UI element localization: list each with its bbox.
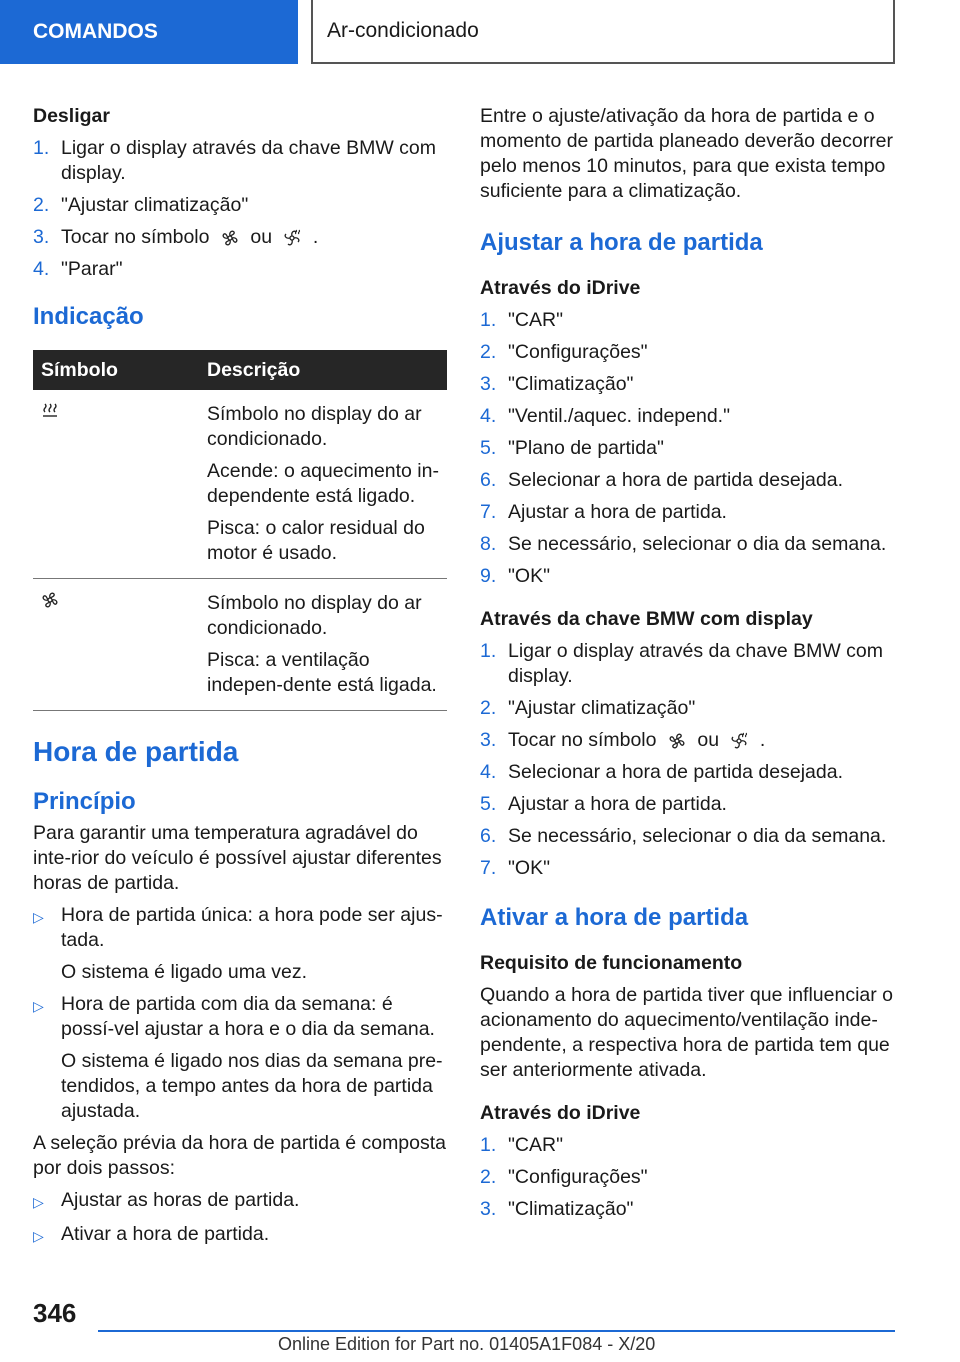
step-number: 3. bbox=[33, 226, 50, 248]
fan-heat-icon bbox=[730, 732, 748, 750]
fan-icon bbox=[668, 732, 686, 750]
step-number: 1. bbox=[480, 640, 497, 662]
list-item bbox=[480, 639, 900, 689]
step-text: "Plano de partida" bbox=[508, 437, 664, 459]
list-item bbox=[33, 903, 447, 953]
step-text: Se necessário, selecionar o dia da semana. bbox=[508, 825, 887, 847]
step-number: 3. bbox=[480, 1198, 497, 1220]
list-item bbox=[33, 1188, 447, 1215]
list-item bbox=[480, 696, 900, 721]
fan-icon bbox=[41, 591, 59, 609]
step-text: "CAR" bbox=[508, 1134, 564, 1156]
step-number: 1. bbox=[33, 137, 50, 159]
step-number: 6. bbox=[480, 469, 497, 491]
table-cell-description bbox=[199, 579, 447, 711]
step-text-part: Tocar no símbolo bbox=[61, 226, 210, 248]
table-header-row bbox=[33, 350, 447, 390]
right-intro: Entre o ajuste/ativação da hora de partida e o momento de partida planeado deverão decorrer pelo menos 10 minutos, para que exista tempo suficiente para a climatização. bbox=[480, 105, 894, 202]
list-item bbox=[480, 404, 900, 429]
footer-divider bbox=[98, 1330, 895, 1332]
step-number: 7. bbox=[480, 501, 497, 523]
step-number: 6. bbox=[480, 825, 497, 847]
step-number: 2. bbox=[33, 194, 50, 216]
list-item bbox=[480, 1133, 900, 1158]
step-text: "Ventil./aquec. independ." bbox=[508, 405, 731, 427]
list-item bbox=[480, 824, 900, 849]
step-text: Se necessário, selecionar o dia da semana. bbox=[508, 533, 887, 555]
desligar-heading: Desligar bbox=[33, 105, 110, 127]
heater-icon bbox=[41, 402, 59, 420]
table-cell-description bbox=[199, 390, 447, 579]
list-item bbox=[33, 225, 447, 250]
table-cell-symbol bbox=[33, 579, 199, 711]
step-text: "CAR" bbox=[508, 309, 564, 331]
bullet-triangle-icon: ▷ bbox=[33, 1228, 44, 1244]
step-number: 4. bbox=[480, 405, 497, 427]
indicacao-heading: Indicação bbox=[33, 303, 144, 330]
key-heading: Através da chave BMW com display bbox=[480, 608, 813, 630]
step-number: 8. bbox=[480, 533, 497, 555]
step-text: "OK" bbox=[508, 565, 551, 587]
req-heading: Requisito de funcionamento bbox=[480, 952, 743, 974]
list-item bbox=[480, 760, 900, 785]
step-text: "Climatização" bbox=[508, 373, 634, 395]
table-cell-symbol bbox=[33, 390, 199, 579]
hora-heading: Hora de partida bbox=[33, 736, 239, 767]
symbol-table bbox=[33, 350, 447, 711]
step-text-part: ou bbox=[250, 226, 273, 248]
principio-heading: Princípio bbox=[33, 788, 136, 815]
hora-intro: Para garantir uma temperatura agradável do inte-rior do veículo é possível ajustar diferentes horas de partida. bbox=[33, 822, 442, 894]
step-number: 1. bbox=[480, 309, 497, 331]
step-number: 9. bbox=[480, 565, 497, 587]
step-text: "Ajustar climatização" bbox=[508, 697, 696, 719]
bullet-note: O sistema é ligado nos dias da semana pre-tendidos, a tempo antes da hora de partida ajustada. bbox=[61, 1050, 443, 1122]
step-number: 5. bbox=[480, 793, 497, 815]
step-text: "Climatização" bbox=[508, 1198, 634, 1220]
left-column bbox=[33, 100, 447, 1249]
list-item bbox=[480, 340, 900, 365]
step-text: Ajustar a hora de partida. bbox=[508, 793, 727, 815]
step-text: Selecionar a hora de partida desejada. bbox=[508, 469, 843, 491]
passos-intro: A seleção prévia da hora de partida é composta por dois passos: bbox=[33, 1132, 447, 1179]
list-item bbox=[480, 1165, 900, 1190]
bullet-triangle-icon: ▷ bbox=[33, 1194, 44, 1210]
idrive-heading: Através do iDrive bbox=[480, 277, 641, 299]
list-item bbox=[480, 856, 900, 881]
step-number: 3. bbox=[480, 729, 497, 751]
list-item bbox=[480, 532, 900, 557]
description-line: Símbolo no display do ar condicionado. bbox=[207, 403, 422, 450]
list-item bbox=[33, 257, 447, 282]
bullet-triangle-icon: ▷ bbox=[33, 998, 44, 1014]
description-line: Símbolo no display do ar condicionado. bbox=[207, 592, 422, 639]
step-text: "Parar" bbox=[61, 258, 123, 280]
step-number: 7. bbox=[480, 857, 497, 879]
list-item bbox=[480, 500, 900, 525]
step-number: 4. bbox=[480, 761, 497, 783]
req-text: Quando a hora de partida tiver que influenciar o acionamento do aquecimento/ventilação inde-pendente, a respectiva hora de partida tem que ser anteriormente ativada. bbox=[480, 984, 894, 1081]
footer-edition: Online Edition for Part no. 01405A1F084 - X/20 bbox=[278, 1334, 656, 1354]
step-text-part: . bbox=[759, 729, 766, 751]
ativar-heading: Ativar a hora de partida bbox=[480, 904, 749, 931]
step-text: Ajustar a hora de partida. bbox=[508, 501, 727, 523]
bullet-text: Hora de partida com dia da semana: é possí-vel ajustar a hora e o dia da semana. bbox=[61, 993, 435, 1040]
list-item bbox=[33, 136, 447, 186]
list-item bbox=[480, 1197, 900, 1222]
table-header-description: Descrição bbox=[199, 350, 447, 390]
description-line: Pisca: a ventilação indepen-dente está ligada. bbox=[207, 649, 437, 696]
list-item bbox=[33, 193, 447, 218]
ativar-idrive-heading: Através do iDrive bbox=[480, 1102, 641, 1124]
list-item bbox=[480, 564, 900, 589]
chapter-title-text: Ar-condicionado bbox=[327, 19, 479, 42]
step-text: "Ajustar climatização" bbox=[61, 194, 249, 216]
step-text: "OK" bbox=[508, 857, 551, 879]
step-text-part: Tocar no símbolo bbox=[508, 729, 657, 751]
step-number: 1. bbox=[480, 1134, 497, 1156]
step-number: 2. bbox=[480, 697, 497, 719]
description-line: Acende: o aquecimento in-dependente está ligado. bbox=[207, 460, 439, 507]
description-line: Pisca: o calor residual do motor é usado. bbox=[207, 517, 425, 564]
list-item bbox=[33, 992, 447, 1042]
step-text: "Configurações" bbox=[508, 1166, 648, 1188]
bullet-note: O sistema é ligado uma vez. bbox=[61, 961, 308, 983]
table-header-symbol: Símbolo bbox=[33, 350, 199, 390]
step-text: Ligar o display através da chave BMW com display. bbox=[61, 137, 436, 184]
step-text: Selecionar a hora de partida desejada. bbox=[508, 761, 843, 783]
step-number: 5. bbox=[480, 437, 497, 459]
bullet-triangle-icon: ▷ bbox=[33, 909, 44, 925]
step-number: 4. bbox=[33, 258, 50, 280]
ajustar-heading: Ajustar a hora de partida bbox=[480, 229, 763, 256]
step-number: 2. bbox=[480, 341, 497, 363]
step-number: 2. bbox=[480, 1166, 497, 1188]
list-item bbox=[480, 308, 900, 333]
step-text-part: ou bbox=[697, 729, 720, 751]
step-text: "Configurações" bbox=[508, 341, 648, 363]
section-label: COMANDOS bbox=[33, 20, 158, 43]
step-text bbox=[508, 728, 900, 753]
list-item bbox=[480, 372, 900, 397]
section-tab bbox=[0, 0, 298, 64]
page-number: 346 bbox=[33, 1298, 77, 1328]
fan-icon bbox=[221, 229, 239, 247]
bullet-text: Ativar a hora de partida. bbox=[61, 1223, 270, 1245]
bullet-text: Ajustar as horas de partida. bbox=[61, 1189, 300, 1211]
step-text bbox=[61, 225, 447, 250]
step-text-part: . bbox=[312, 226, 319, 248]
list-item bbox=[480, 792, 900, 817]
step-text: Ligar o display através da chave BMW com display. bbox=[508, 640, 883, 687]
bullet-text: Hora de partida única: a hora pode ser ajus-tada. bbox=[61, 904, 443, 951]
list-item bbox=[480, 468, 900, 493]
list-item bbox=[480, 728, 900, 753]
fan-heat-icon bbox=[283, 229, 301, 247]
chapter-title bbox=[311, 0, 895, 64]
step-number: 3. bbox=[480, 373, 497, 395]
table-row bbox=[33, 579, 447, 711]
list-item bbox=[480, 436, 900, 461]
right-column bbox=[480, 100, 900, 1222]
list-item bbox=[33, 1222, 447, 1249]
table-row bbox=[33, 390, 447, 579]
